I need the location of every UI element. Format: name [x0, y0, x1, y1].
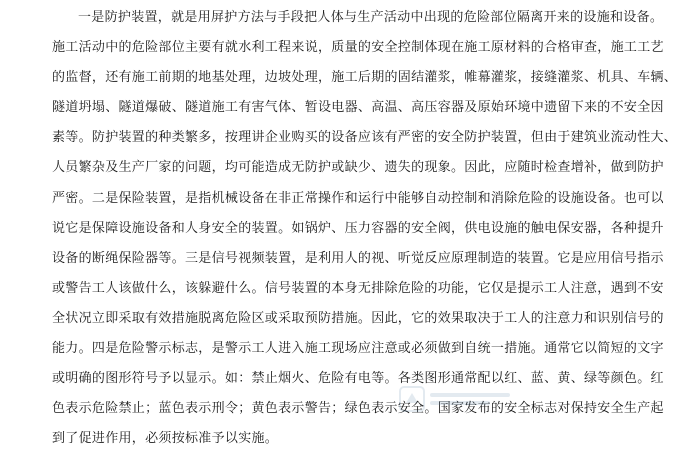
paragraph-line: 色表示危险禁止；蓝色表示刑令；黄色表示警告；绿色表示安全。国家发布的安全标志对保持安全生产起 — [52, 401, 664, 416]
paragraph-line: 或警告工人该做什么，该躲避什么。信号装置的本身无排除危险的功能，它仅是提示工人注意，遇到不安 — [52, 281, 664, 296]
paragraph-line: 到了促进作用，必须按标准予以实施。 — [52, 431, 279, 446]
paragraph-line: 能力。四是危险警示标志，是警示工人进入施工现场应注意或必须做到自统一措施。通常它以简短的文字 — [52, 341, 664, 356]
paragraph-line: 设备的断绳保险器等。三是信号视频装置，是利用人的视、听觉反应原理制造的装置。它是应用信号指示 — [52, 251, 664, 266]
paragraph-line: 或明确的图形符号予以显示。如：禁止烟火、危险有电等。各类图形通常配以红、蓝、黄、绿等颜色。红 — [52, 371, 664, 386]
paragraph-line: 的监督，还有施工前期的地基处理，边坡处理，施工后期的固结灌浆，帷幕灌浆，接缝灌浆、机具、车辆、 — [52, 70, 678, 85]
watermark-logo-icon — [398, 383, 518, 415]
paragraph-line: 施工活动中的危险部位主要有就水利工程来说，质量的安全控制体现在施工原材料的合格审查，施工工艺 — [52, 40, 664, 55]
paragraph-line: 隧道坍塌、隧道爆破、隧道施工有害气体、暂设电器、高温、高压容器及原始环境中遗留下来的不安全因 — [52, 100, 664, 115]
paragraph-line: 一是防护装置，就是用屏护方法与手段把人体与生产活动中出现的危险部位隔离开来的设施和设备。 — [78, 10, 664, 25]
paragraph-line: 人员繁杂及生产厂家的问题，均可能造成无防护或缺少、遗失的现象。因此，应随时检查增补，做到防护 — [52, 160, 664, 175]
paragraph-line: 严密。二是保险装置，是指机械设备在非正常操作和运行中能够自动控制和消除危险的设施设备。也可以 — [52, 191, 664, 206]
paragraph-line: 全状况立即采取有效措施脱离危险区或采取预防措施。因此，它的效果取决于工人的注意力和识别信号的 — [52, 311, 664, 326]
paragraph-line: 素等。防护装置的种类繁多，按理讲企业购买的设备应该有严密的安全防护装置，但由于建筑业流动性大、 — [52, 130, 678, 145]
paragraph-line: 说它是保障设施设备和人身安全的装置。如锅炉、压力容器的安全阀，供电设施的触电保安器，各种提升 — [52, 221, 664, 236]
